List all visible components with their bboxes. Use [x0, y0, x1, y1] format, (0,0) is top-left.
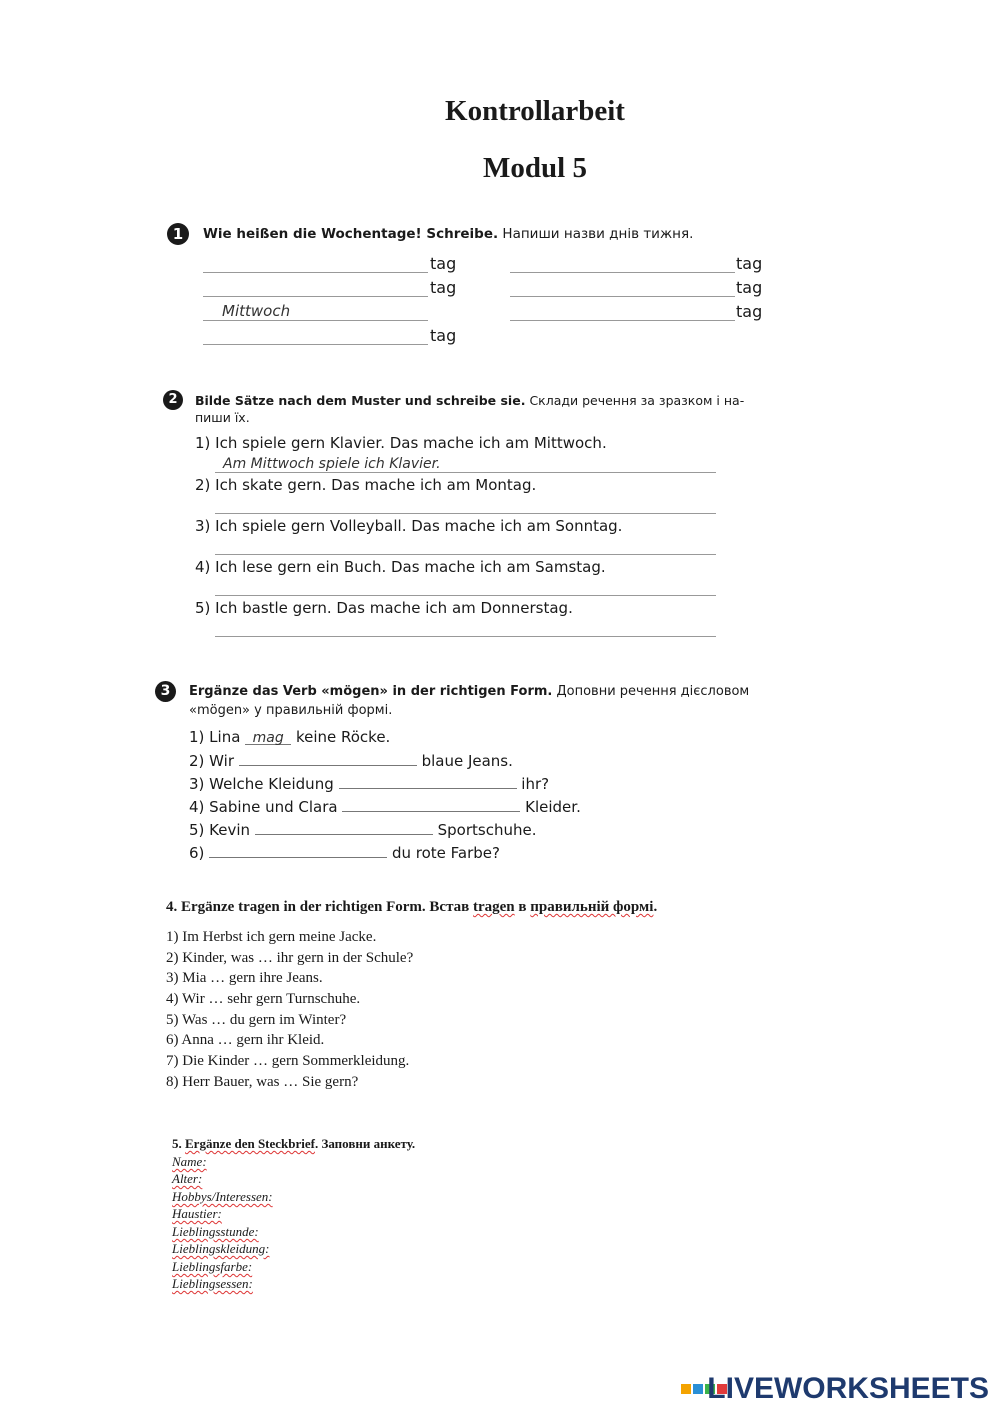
tragen-item: 6) Anna … gern ihr Kleid.: [166, 1032, 325, 1048]
title-c: в: [514, 899, 531, 915]
exercise-3-title: [189, 684, 749, 699]
page-subtitle: Modul 5: [483, 152, 587, 184]
item-text: ihr?: [521, 775, 550, 793]
sentence-item: 3) Ich spiele gern Volleyball. Das mache ich am Sonntag.: [195, 517, 623, 535]
tag-suffix: tag: [430, 326, 457, 345]
verb-blank[interactable]: [239, 751, 417, 766]
answer-blank[interactable]: [215, 595, 716, 596]
weekday-blank[interactable]: [510, 296, 735, 297]
verb-item: [189, 797, 581, 816]
liveworksheets-logo: [680, 1371, 989, 1407]
title-uk: Напиши назви днів тижня.: [502, 226, 694, 242]
item-text: 3) Welche Kleidung: [189, 775, 334, 793]
title-a: 5.: [172, 1136, 185, 1151]
logo-text: LIVEWORKSHEETS: [707, 1372, 989, 1405]
sentence-item: 5) Ich bastle gern. Das mache ich am Donnerstag.: [195, 599, 573, 617]
tag-suffix: tag: [430, 254, 457, 273]
item-text: Sportschuhe.: [437, 821, 537, 839]
profile-field-favorite-lesson[interactable]: Lieblingsstunde:: [172, 1224, 259, 1239]
sentence-example-answer: Am Mittwoch spiele ich Klavier.: [223, 456, 441, 472]
item-text: blaue Jeans.: [421, 752, 513, 770]
weekday-example: Mittwoch: [222, 302, 291, 320]
exercise-number-1: 1: [167, 223, 189, 245]
verb-item: [189, 820, 536, 839]
verb-item: [189, 751, 513, 770]
tragen-item: 8) Herr Bauer, was … Sie gern?: [166, 1074, 359, 1090]
sentence-item: 4) Ich lese gern ein Buch. Das mache ich am Samstag.: [195, 558, 606, 576]
profile-field-pet[interactable]: Haustier:: [172, 1206, 222, 1221]
weekday-blank[interactable]: [203, 296, 428, 297]
answer-line: [215, 472, 716, 473]
exercise-2-title-cont: пиши їх.: [195, 410, 250, 425]
title-b: Ergänze den Steckbrief: [185, 1136, 315, 1151]
profile-field-favorite-color[interactable]: Lieblingsfarbe:: [172, 1259, 253, 1274]
verb-blank[interactable]: [255, 820, 433, 835]
exercise-2-title: [195, 393, 744, 408]
page-title: Kontrollarbeit: [445, 95, 625, 127]
profile-field-favorite-food[interactable]: Lieblingsessen:: [172, 1276, 253, 1291]
profile-field-name[interactable]: Name:: [172, 1154, 207, 1169]
title-de: Wie heißen die Wochentage! Schreibe.: [203, 226, 499, 242]
exercise-3-title-cont: «mögen» у правильній формі.: [189, 703, 393, 718]
exercise-4-title: 4. Ergänze tragen in der richtigen Form. Встав tragen в правильній формі.: [166, 899, 658, 915]
tag-suffix: tag: [736, 254, 763, 273]
verb-blank[interactable]: [339, 774, 517, 789]
tag-suffix: tag: [430, 278, 457, 297]
verb-blank[interactable]: [342, 797, 520, 812]
sentence-item: 2) Ich skate gern. Das mache ich am Montag.: [195, 476, 537, 494]
tag-suffix: tag: [736, 278, 763, 297]
profile-field-favorite-clothing[interactable]: Lieblingskleidung:: [172, 1241, 270, 1256]
weekday-example-line: [203, 320, 428, 321]
title-a: 4. Ergänze tragen in der richtigen Form. Встав: [166, 899, 473, 915]
title-uk: Склади речення за зразком і на-: [529, 393, 745, 408]
tragen-item: 7) Die Kinder … gern Sommerkleidung.: [166, 1053, 410, 1069]
title-b: tragen: [473, 899, 515, 915]
title-c: . Заповни анкету.: [314, 1136, 416, 1151]
title-uk: Доповни речення дієсловом: [556, 684, 750, 699]
tragen-item: 5) Was … du gern im Winter?: [166, 1012, 347, 1028]
tragen-item: 2) Kinder, was … ihr gern in der Schule?: [166, 950, 414, 966]
verb-example-answer: mag: [245, 730, 291, 745]
tragen-item: 3) Mia … gern ihre Jeans.: [166, 970, 323, 986]
profile-field-hobbies[interactable]: Hobbys/Interessen:: [172, 1189, 273, 1204]
profile-field-age[interactable]: Alter:: [172, 1171, 203, 1186]
weekday-blank[interactable]: [203, 272, 428, 273]
item-text: 5) Kevin: [189, 821, 251, 839]
item-text: Kleider.: [525, 798, 581, 816]
verb-item: [189, 728, 390, 746]
tag-suffix: tag: [736, 302, 763, 321]
title-de: Bilde Sätze nach dem Muster und schreibe sie.: [195, 393, 526, 408]
item-text: keine Röcke.: [295, 728, 391, 746]
tragen-item: 1) Im Herbst ich gern meine Jacke.: [166, 929, 377, 945]
answer-blank[interactable]: [215, 513, 716, 514]
answer-blank[interactable]: [215, 554, 716, 555]
title-d: правильній формі: [530, 899, 654, 915]
weekday-blank[interactable]: [203, 344, 428, 345]
item-text: 4) Sabine und Clara: [189, 798, 338, 816]
logo-icon: [680, 1383, 704, 1395]
sentence-item: 1) Ich spiele gern Klavier. Das mache ich am Mittwoch.: [195, 434, 607, 452]
weekday-blank[interactable]: [510, 320, 735, 321]
item-text: 2) Wir: [189, 752, 234, 770]
item-text: du rote Farbe?: [391, 844, 500, 862]
tragen-item: 4) Wir … sehr gern Turnschuhe.: [166, 991, 361, 1007]
verb-item: [189, 774, 549, 793]
title-de: Ergänze das Verb «mögen» in der richtigen Form.: [189, 684, 553, 699]
verb-item: [189, 843, 500, 862]
answer-blank[interactable]: [215, 636, 716, 637]
exercise-number-3: 3: [155, 681, 176, 702]
item-text: 6): [189, 844, 205, 862]
exercise-number-2: 2: [163, 390, 183, 410]
item-text: 1) Lina: [189, 728, 241, 746]
exercise-5-title: [172, 1136, 415, 1152]
exercise-1-title: [203, 226, 693, 242]
verb-blank[interactable]: [209, 843, 387, 858]
weekday-blank[interactable]: [510, 272, 735, 273]
